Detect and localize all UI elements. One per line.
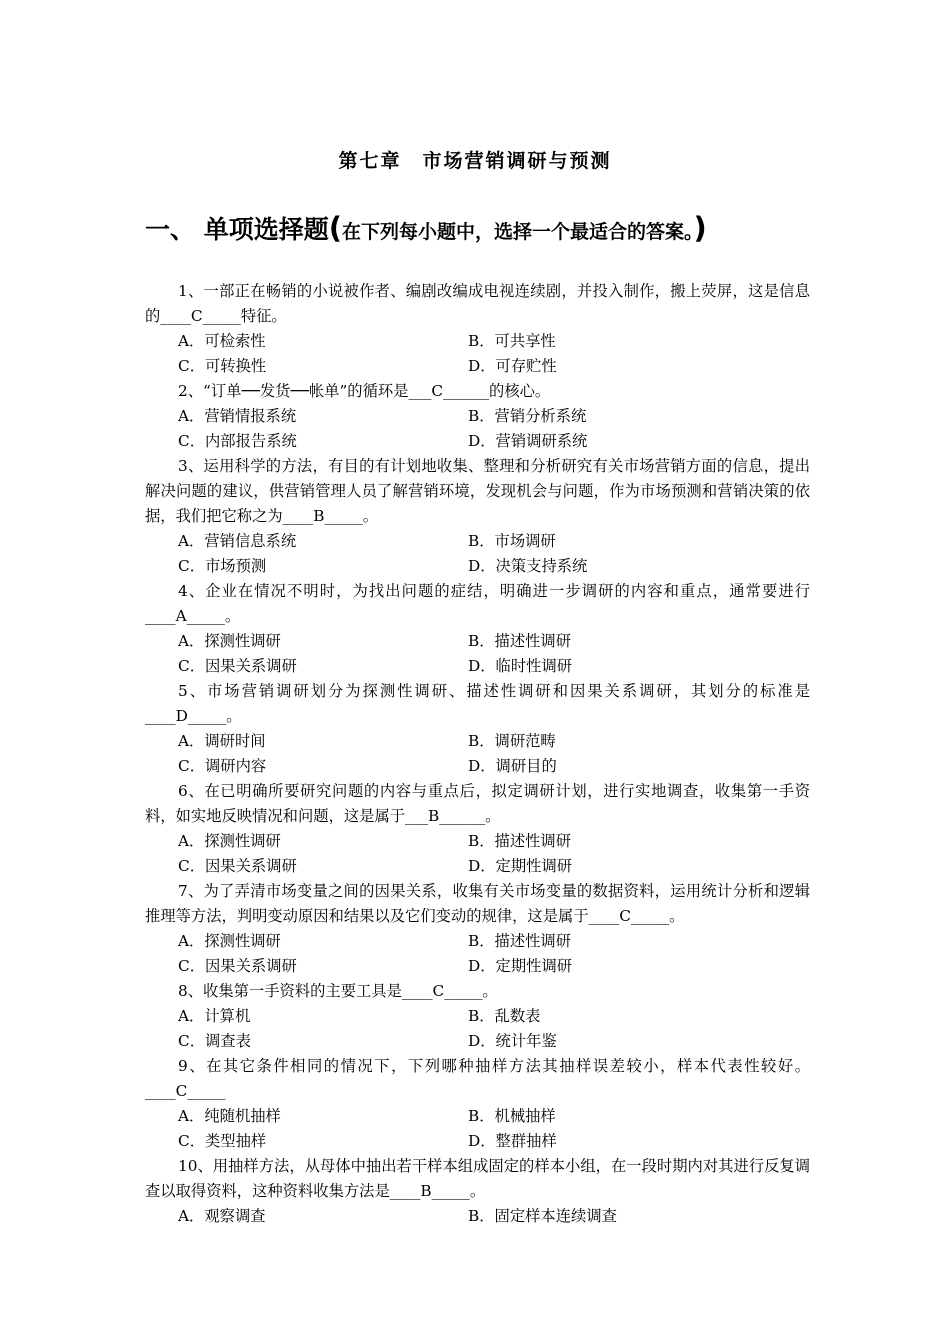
question-5-option-d: D．调研目的 xyxy=(468,757,557,775)
question-10-option-b: B．固定样本连续调查 xyxy=(468,1207,617,1225)
question-2-options-row-2 xyxy=(145,429,810,454)
question-2-option-b: B．营销分析系统 xyxy=(468,407,587,425)
question-4-option-c: C．因果关系调研 xyxy=(178,657,297,675)
question-9-option-a: A．纯随机抽样 xyxy=(178,1107,281,1125)
question-3-option-d: D．决策支持系统 xyxy=(468,557,588,575)
question-6-option-b: B．描述性调研 xyxy=(468,832,572,850)
question-3-options-row-2 xyxy=(145,554,810,579)
question-2-option-d: D．营销调研系统 xyxy=(468,432,588,450)
question-1-stem: 1、一部正在畅销的小说被作者、编剧改编成电视连续剧，并投入制作，搬上荧屏，这是信息的____C_____特征。 xyxy=(145,282,810,325)
question-9-option-b: B．机械抽样 xyxy=(468,1107,556,1125)
question-7-option-d: D．定期性调研 xyxy=(468,957,573,975)
question-4-option-b: B．描述性调研 xyxy=(468,632,572,650)
question-8-option-c: C．调查表 xyxy=(178,1032,251,1050)
section-paren-open: ( xyxy=(328,211,342,245)
question-9-option-c: C．类型抽样 xyxy=(178,1132,267,1150)
question-10-options-row-1 xyxy=(145,1204,810,1229)
question-7-option-c: C．因果关系调研 xyxy=(178,957,297,975)
question-8-stem: 8、收集第一手资料的主要工具是____C_____。 xyxy=(178,982,498,1000)
question-4-options-row-2 xyxy=(145,654,810,679)
question-7-option-b: B．描述性调研 xyxy=(468,932,572,950)
question-7-options-row-2 xyxy=(145,954,810,979)
question-8-option-a: A．计算机 xyxy=(178,1007,251,1025)
question-3-option-a: A．营销信息系统 xyxy=(178,532,297,550)
chapter-title: 第七章 市场营销调研与预测 xyxy=(338,150,612,172)
question-10-option-a: A．观察调查 xyxy=(178,1207,266,1225)
question-1-option-c: C．可转换性 xyxy=(178,357,267,375)
question-3-options-row-1 xyxy=(145,529,810,554)
question-8-option-b: B．乱数表 xyxy=(468,1007,541,1025)
question-5-options-row-1 xyxy=(145,729,810,754)
question-5-option-c: C．调研内容 xyxy=(178,757,267,775)
question-3-option-c: C．市场预测 xyxy=(178,557,267,575)
section-paren-close: ) xyxy=(693,211,707,245)
section-title: 一、 单项选择题 xyxy=(145,215,329,244)
question-list xyxy=(145,279,810,1229)
question-5-option-b: B．调研范畴 xyxy=(468,732,556,750)
section-heading xyxy=(145,210,707,246)
question-4-stem: 4、企业在情况不明时，为找出问题的症结，明确进一步调研的内容和重点，通常要进行____A_____。 xyxy=(145,582,810,625)
question-7-stem: 7、为了弄清市场变量之间的因果关系，收集有关市场变量的数据资料，运用统计分析和逻辑推理等方法，判明变动原因和结果以及它们变动的规律，这是属于____C_____。 xyxy=(145,882,810,925)
question-5-options-row-2 xyxy=(145,754,810,779)
question-6-options-row-1 xyxy=(145,829,810,854)
question-3-stem: 3、运用科学的方法，有目的有计划地收集、整理和分析研究有关市场营销方面的信息，提出解决问题的建议，供营销管理人员了解营销环境，发现机会与问题，作为市场预测和营销决策的依据，我们把它称之为____B_____。 xyxy=(145,457,810,525)
question-9-stem: 9、在其它条件相同的情况下，下列哪种抽样方法其抽样误差较小，样本代表性较好。____C_____ xyxy=(145,1057,810,1100)
question-8-options-row-1 xyxy=(145,1004,810,1029)
question-4-options-row-1 xyxy=(145,629,810,654)
question-6-option-c: C．因果关系调研 xyxy=(178,857,297,875)
question-6-option-d: D．定期性调研 xyxy=(468,857,573,875)
question-1-option-a: A．可检索性 xyxy=(178,332,266,350)
question-6-options-row-2 xyxy=(145,854,810,879)
question-8-options-row-2 xyxy=(145,1029,810,1054)
question-1-options-row-1 xyxy=(145,329,810,354)
question-9-option-d: D．整群抽样 xyxy=(468,1132,557,1150)
question-6-stem: 6、在已明确所要研究问题的内容与重点后，拟定调研计划，进行实地调查，收集第一手资料，如实地反映情况和问题，这是属于___B______。 xyxy=(145,782,810,825)
question-4-option-d: D．临时性调研 xyxy=(468,657,573,675)
question-1-option-d: D．可存贮性 xyxy=(468,357,557,375)
question-7-options-row-1 xyxy=(145,929,810,954)
question-2-options-row-1 xyxy=(145,404,810,429)
question-4-option-a: A．探测性调研 xyxy=(178,632,281,650)
question-5-stem: 5、市场营销调研划分为探测性调研、描述性调研和因果关系调研，其划分的标准是____D_____。 xyxy=(145,682,810,725)
question-2-stem: 2、“订单──发货──帐单”的循环是___C______的核心。 xyxy=(178,382,551,400)
question-10-stem: 10、用抽样方法，从母体中抽出若干样本组成固定的样本小组，在一段时期内对其进行反复调查以取得资料，这种资料收集方法是____B_____。 xyxy=(145,1157,810,1200)
question-9-options-row-2 xyxy=(145,1129,810,1154)
section-note: 在下列每小题中，选择一个最适合的答案。 xyxy=(341,221,694,243)
question-7-option-a: A．探测性调研 xyxy=(178,932,281,950)
question-1-options-row-2 xyxy=(145,354,810,379)
question-5-option-a: A．调研时间 xyxy=(178,732,266,750)
question-1-option-b: B．可共享性 xyxy=(468,332,556,350)
question-8-option-d: D．统计年鉴 xyxy=(468,1032,557,1050)
question-3-option-b: B．市场调研 xyxy=(468,532,556,550)
question-6-option-a: A．探测性调研 xyxy=(178,832,281,850)
question-9-options-row-1 xyxy=(145,1104,810,1129)
question-2-option-a: A．营销情报系统 xyxy=(178,407,297,425)
question-2-option-c: C．内部报告系统 xyxy=(178,432,297,450)
